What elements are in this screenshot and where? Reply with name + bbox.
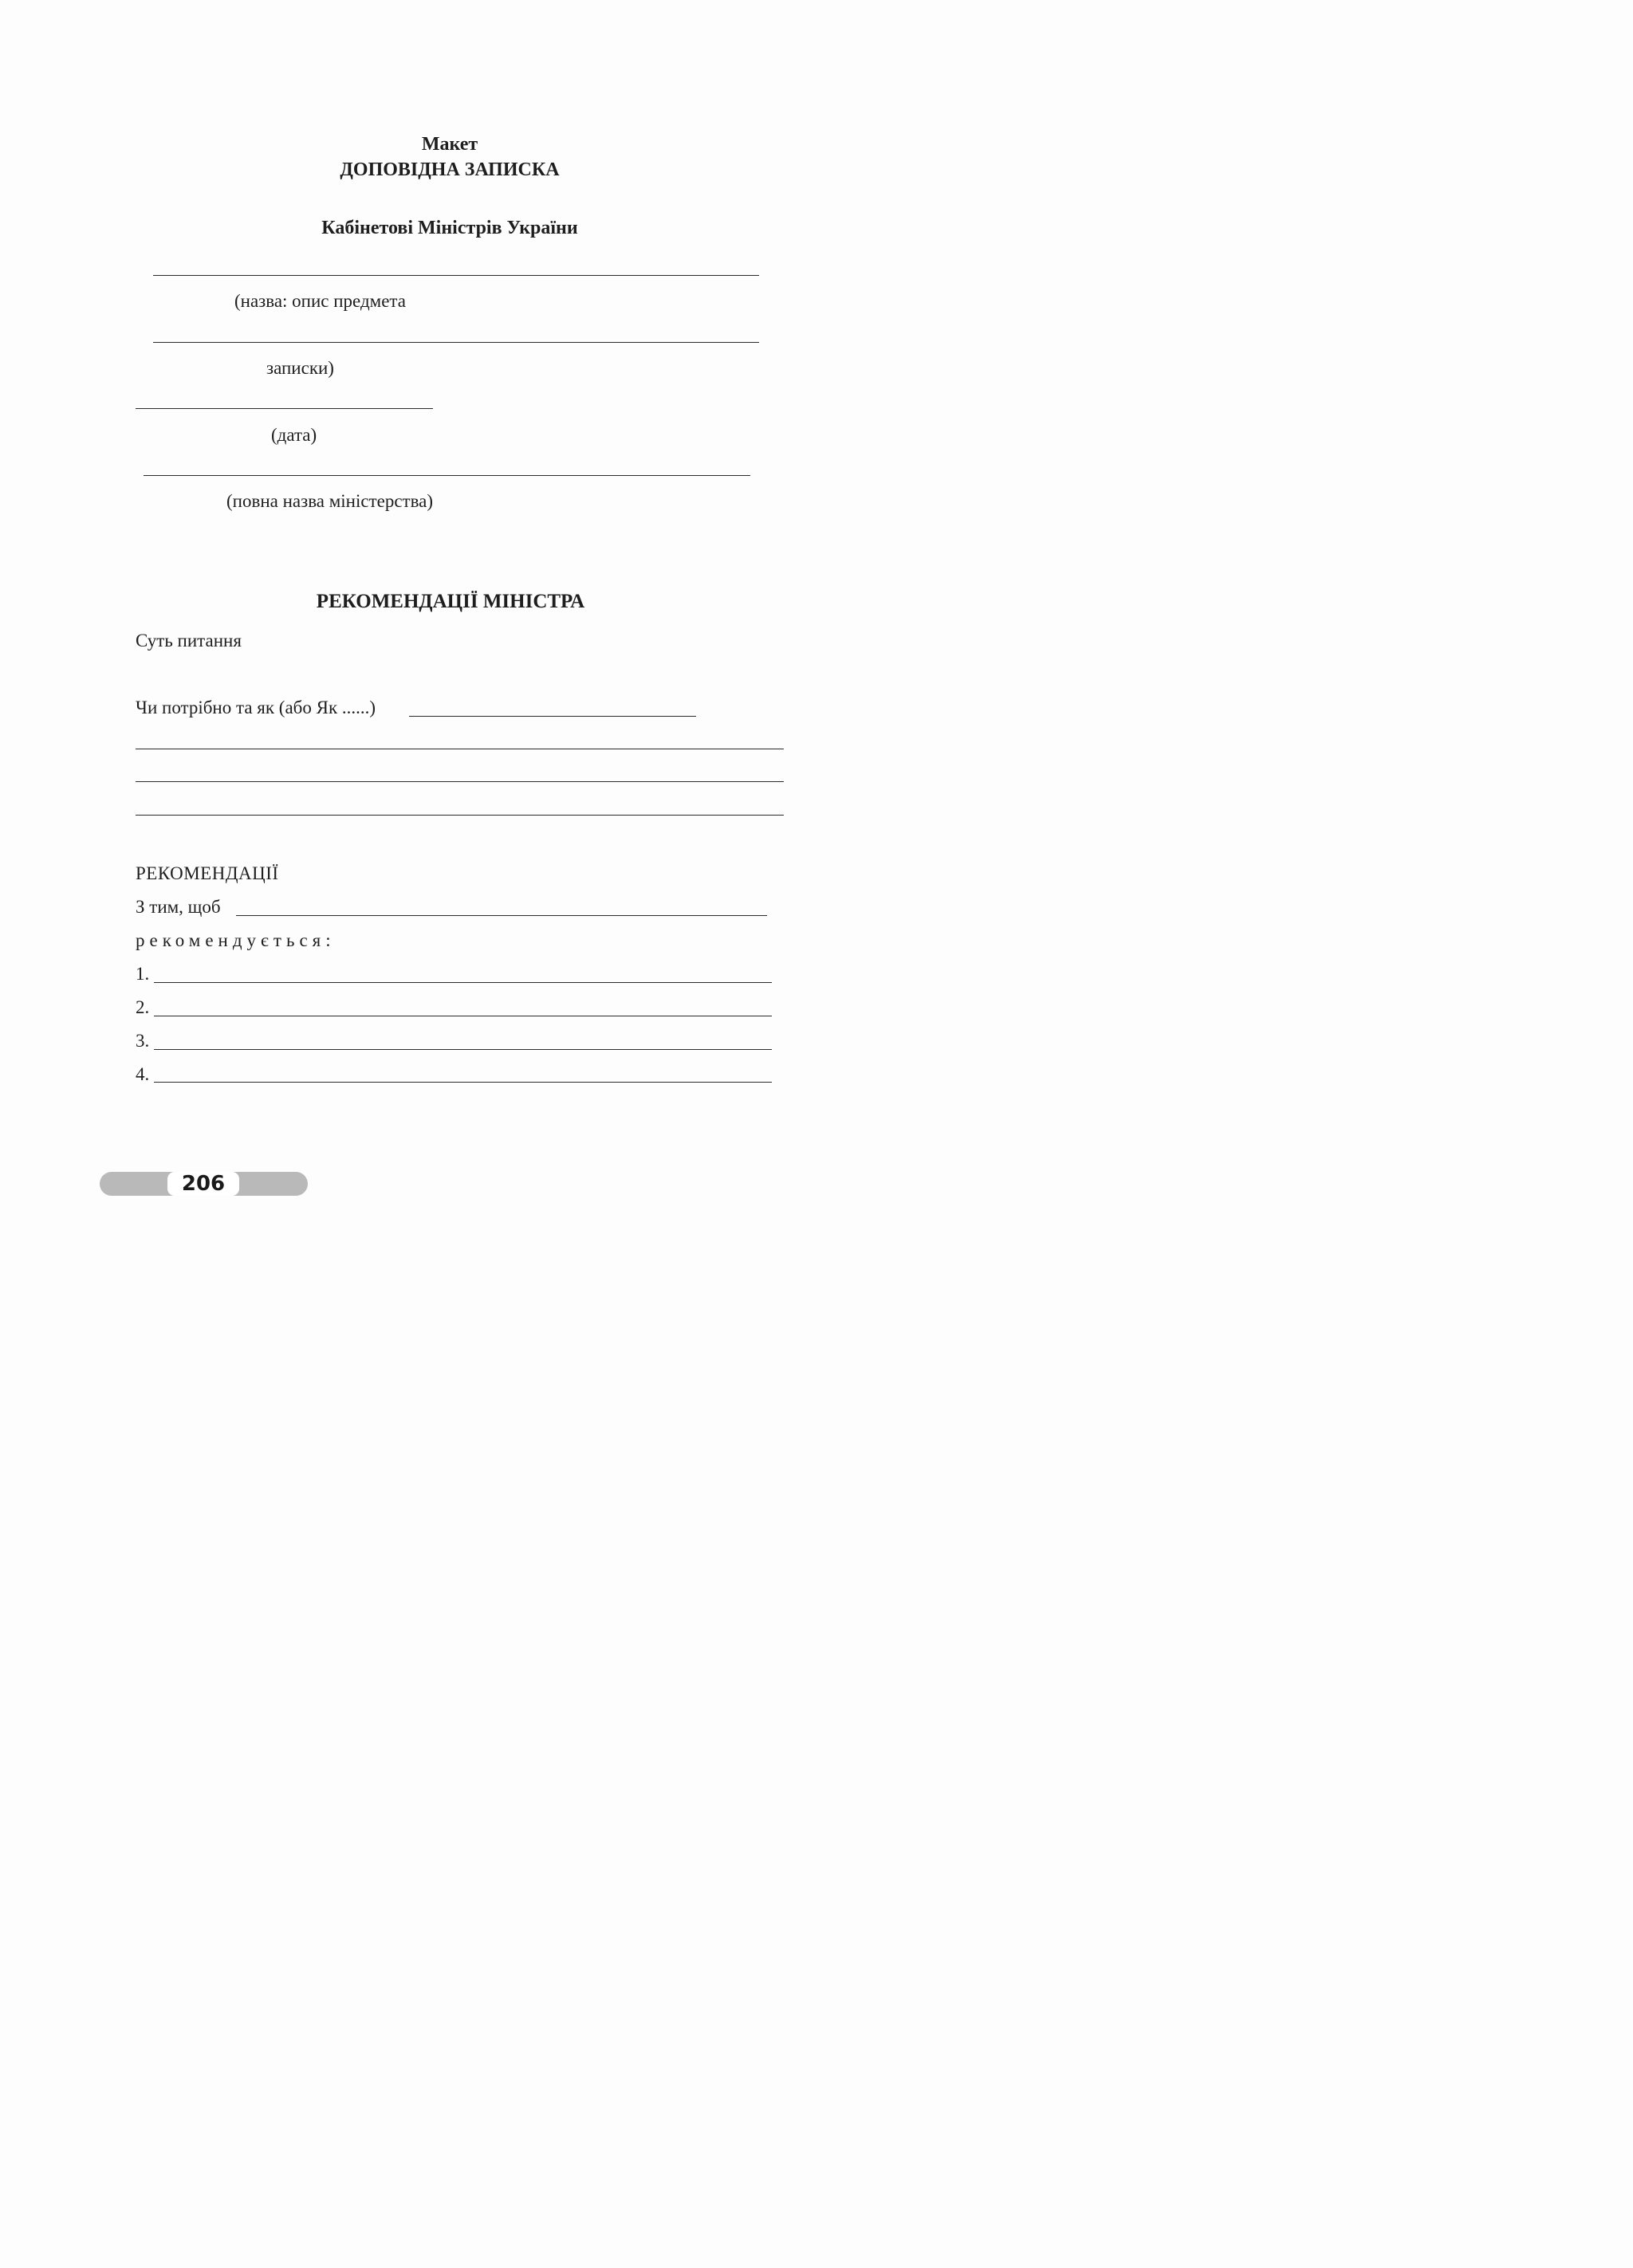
purpose-label: З тим, щоб [136, 897, 221, 917]
section-title: РЕКОМЕНДАЦІЇ МІНІСТРА [316, 591, 585, 612]
item-line-3[interactable] [154, 1049, 772, 1050]
item-number: 1. [136, 964, 150, 984]
name-line-2[interactable] [153, 342, 759, 343]
name-line-1[interactable] [153, 275, 759, 276]
name-hint-1: (назва: опис предмета [234, 291, 406, 311]
label-maket: Макет [421, 134, 478, 155]
date-hint: (дата) [271, 425, 317, 445]
item-number: 4. [136, 1064, 150, 1084]
ministry-hint: (повна назва міністерства) [226, 491, 434, 511]
addressee: Кабінетові Міністрів України [321, 218, 578, 238]
name-hint-2: записки) [266, 358, 334, 378]
issue-label: Суть питання [136, 631, 242, 651]
date-line[interactable] [136, 408, 433, 409]
page-number: 206 [181, 1172, 226, 1196]
document-title: ДОПОВІДНА ЗАПИСКА [340, 159, 560, 180]
recommendations-title: РЕКОМЕНДАЦІЇ [136, 863, 279, 883]
answer-line-2[interactable] [136, 781, 784, 782]
answer-line-3[interactable] [136, 815, 784, 816]
ministry-line[interactable] [144, 475, 750, 476]
item-line-4[interactable] [154, 1082, 772, 1083]
item-line-1[interactable] [154, 982, 772, 983]
question-label: Чи потрібно та як (або Як ......) [136, 698, 376, 717]
recommended-label: рекомендується: [136, 930, 336, 950]
item-number: 3. [136, 1031, 150, 1051]
item-number: 2. [136, 997, 150, 1017]
question-line[interactable] [409, 716, 696, 717]
purpose-line[interactable] [236, 915, 767, 916]
